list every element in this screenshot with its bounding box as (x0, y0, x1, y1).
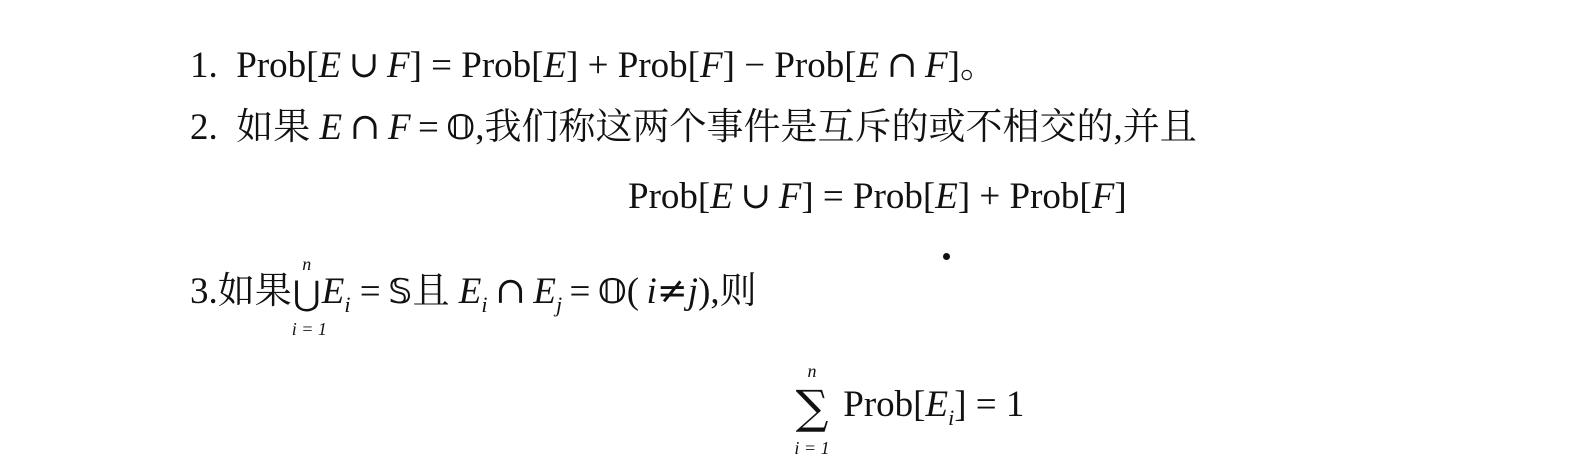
big-union-symbol: ⋃ (292, 274, 321, 315)
sigma-symbol: ∑ (795, 380, 829, 434)
intersection-symbol: ∩ (349, 105, 381, 148)
prob-text: Prob[ (628, 176, 711, 217)
condition-word: 如果 (236, 107, 311, 148)
index-i: i (646, 271, 657, 312)
event-e: E (925, 383, 949, 425)
event-f: F (386, 45, 410, 86)
prob-text: ] + Prob[ (957, 176, 1092, 217)
prob-text: ] = 1 (954, 383, 1025, 425)
prob-text: ] − Prob[ (722, 45, 857, 86)
left-paren: ( (626, 271, 640, 312)
equals-sign: = (418, 107, 439, 148)
statement-2 (190, 105, 1197, 148)
then-text: ,则 (710, 271, 757, 312)
event-e: E (543, 45, 567, 86)
event-f: F (778, 176, 802, 217)
prob-text: ] + Prob[ (566, 45, 701, 86)
subscript-i: i (948, 404, 955, 430)
statement-3 (190, 254, 757, 340)
event-e: E (458, 271, 482, 312)
statement-text: ,我们称这两个事件是互斥的或不相交的,并且 (475, 107, 1197, 148)
subscript-i: i (481, 292, 488, 317)
prob-text: ] (1114, 176, 1127, 217)
item-number: 2. (190, 107, 218, 148)
prob-text: ] = Prob[ (409, 45, 544, 86)
empty-set-symbol: 𝕆 (446, 108, 476, 148)
subscript-j: j (555, 292, 563, 317)
right-paren: ) (698, 271, 711, 312)
prob-text: Prob[ (236, 45, 319, 86)
union-lower-limit: i = 1 (291, 319, 327, 340)
item-number: 1. (190, 45, 218, 86)
event-e: E (533, 271, 556, 312)
formula-sum-of-probabilities (790, 361, 1025, 458)
event-e: E (856, 45, 880, 86)
event-e: E (321, 271, 345, 312)
prob-text: ] = Prob[ (801, 176, 936, 217)
prob-text: Prob[ (843, 383, 926, 425)
equals-sign: = (569, 271, 591, 312)
event-f: F (1091, 176, 1115, 217)
event-f: F (387, 107, 411, 148)
sample-space-symbol: 𝕊 (388, 272, 413, 312)
event-e: E (710, 176, 733, 217)
event-e: E (318, 45, 342, 86)
empty-set-symbol: 𝕆 (597, 272, 627, 312)
subscript-i: i (344, 292, 351, 317)
prob-text: ]。 (947, 45, 997, 86)
union-symbol: ∪ (348, 43, 380, 86)
statement-1 (190, 43, 997, 86)
sum-lower-limit: i = 1 (794, 438, 830, 458)
condition-word: 如果 (217, 271, 292, 312)
summation-operator (790, 361, 834, 458)
intersection-symbol: ∩ (494, 269, 526, 312)
event-f: F (925, 45, 948, 86)
sum-upper-limit: n (807, 361, 817, 381)
union-upper-limit: n (302, 254, 312, 275)
union-symbol: ∪ (740, 174, 772, 217)
event-e: E (319, 107, 343, 148)
event-e: E (935, 176, 958, 217)
stray-dot (943, 253, 950, 260)
event-f: F (700, 45, 723, 86)
index-j: j (687, 271, 699, 312)
big-union-operator (291, 254, 327, 340)
equals-sign: = (359, 271, 381, 312)
not-equal-sign: ≠ (656, 269, 688, 312)
item-number: 3. (190, 271, 218, 312)
formula-disjoint-union (628, 174, 1127, 217)
conjunction-word: 且 (412, 271, 450, 312)
intersection-symbol: ∩ (886, 43, 918, 86)
